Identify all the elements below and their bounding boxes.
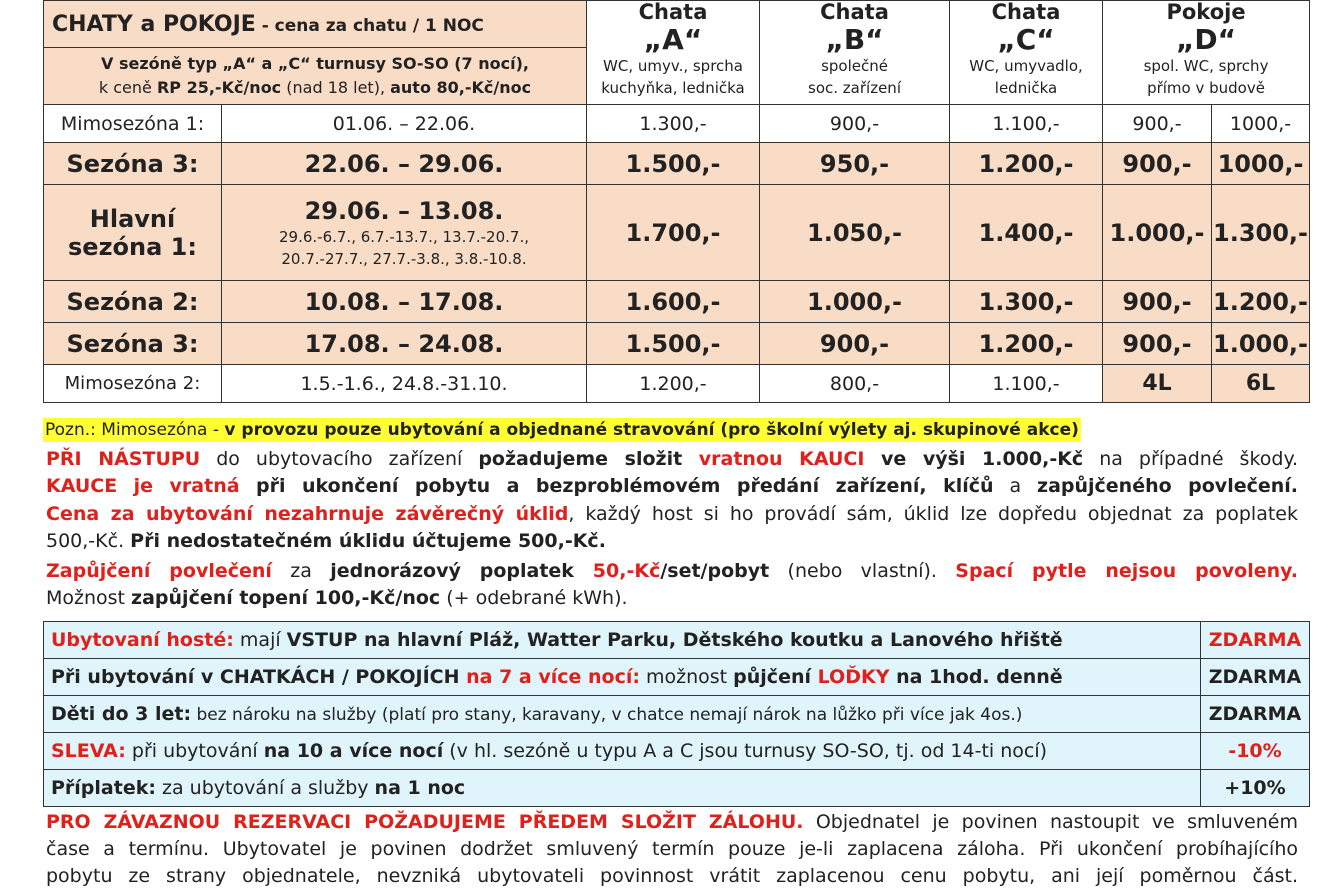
column-header-c: Chata „C“ WC, umyvadlo, lednička [950, 1, 1103, 105]
service-value: ZDARMA [1201, 659, 1310, 696]
price-b: 1.050,- [760, 185, 950, 281]
row-dates: 29.06. – 13.08. 29.6.-6.7., 6.7.-13.7., 13.7.-20.7., 20.7.-27.7., 27.7.-3.8., 3.8.-10.8. [222, 185, 587, 281]
price-b: 1.000,- [760, 281, 950, 323]
price-d2: 1000,- [1212, 143, 1310, 185]
price-a: 1.500,- [587, 323, 760, 365]
row-dates: 01.06. – 22.06. [222, 105, 587, 143]
reservation-paragraph-line-2: čase a termínu. Ubytovatel je povinen dodržet smluvený termín pouze je-li zaplacena záloha. Při ukončení probíhajícího [46, 838, 1298, 860]
service-value: -10% [1201, 733, 1310, 770]
cleaning-paragraph-line-1: Cena za ubytování nezahrnuje závěrečný úklid, každý host si ho provádí sám, úklid lze dopředu objednat za poplatek [46, 503, 1298, 525]
room-capacity-6l: 6L [1212, 365, 1310, 403]
service-text: SLEVA: při ubytování na 10 a více nocí (v hl. sezóně u typu A a C jsou turnusy SO-SO, tj. od 14-ti nocí) [44, 733, 1201, 770]
row-dates: 22.06. – 29.06. [222, 143, 587, 185]
row-label: Mimosezóna 1: [44, 105, 222, 143]
service-text: Děti do 3 let: bez nároku na služby (platí pro stany, karavany, v chatce nemají nárok na lůžko při více jak 4os.) [44, 696, 1201, 733]
price-c: 1.400,- [950, 185, 1103, 281]
column-header-b: Chata „B“ společné soc. zařízení [760, 1, 950, 105]
price-c: 1.100,- [950, 365, 1103, 403]
service-value: +10% [1201, 770, 1310, 807]
row-dates: 1.5.-1.6., 24.8.-31.10. [222, 365, 587, 403]
service-value: ZDARMA [1201, 696, 1310, 733]
price-a: 1.600,- [587, 281, 760, 323]
price-d2: 1.300,- [1212, 185, 1310, 281]
price-d1: 900,- [1103, 143, 1212, 185]
price-c: 1.200,- [950, 323, 1103, 365]
price-c: 1.300,- [950, 281, 1103, 323]
price-d1: 900,- [1103, 281, 1212, 323]
price-d1: 900,- [1103, 323, 1212, 365]
price-a: 1.200,- [587, 365, 760, 403]
price-c: 1.100,- [950, 105, 1103, 143]
price-b: 900,- [760, 323, 950, 365]
price-d2: 1.200,- [1212, 281, 1310, 323]
column-header-a: Chata „A“ WC, umyv., sprcha kuchyňka, lednička [587, 1, 760, 105]
service-text: Ubytovaní hosté: mají VSTUP na hlavní Pláž, Watter Parku, Dětského koutku a Lanového hřiště [44, 622, 1201, 659]
price-a: 1.700,- [587, 185, 760, 281]
table-row [44, 323, 1310, 365]
price-d1: 900,- [1103, 105, 1212, 143]
deposit-paragraph-line-2: KAUCE je vratná při ukončení pobytu a bezproblémovém předání zařízení, klíčů a zapůjčeného povlečení. [46, 475, 1298, 497]
services-table [43, 621, 1310, 807]
service-text: Příplatek: za ubytování a služby na 1 noc [44, 770, 1201, 807]
service-row [44, 659, 1310, 696]
service-row [44, 770, 1310, 807]
linen-paragraph-line-1: Zapůjčení povlečení za jednorázový poplatek 50,-Kč/set/pobyt (nebo vlastní). Spací pytle nejsou povoleny. [46, 560, 1298, 582]
price-b: 800,- [760, 365, 950, 403]
cleaning-paragraph-line-2: 500,-Kč. Při nedostatečném úklidu účtujeme 500,-Kč. [46, 530, 606, 552]
service-row [44, 696, 1310, 733]
table-row [44, 143, 1310, 185]
service-row [44, 622, 1310, 659]
price-d2: 1.000,- [1212, 323, 1310, 365]
reservation-paragraph-line-3: pobytu ze strany objednatele, nevzniká ubytovateli povinnost vrátit zaplacenou cenu pobytu, ani její poměrnou část. [46, 865, 1298, 887]
price-b: 950,- [760, 143, 950, 185]
reservation-paragraph-line-1: PRO ZÁVAZNOU REZERVACI POŽADUJEME PŘEDEM SLOŽIT ZÁLOHU. Objednatel je povinen nastoupit ve smluveném [46, 811, 1298, 833]
row-label: Sezóna 3: [44, 143, 222, 185]
row-dates: 17.08. – 24.08. [222, 323, 587, 365]
off-season-note: Pozn.: Mimosezóna - v provozu pouze ubytování a objednané stravování (pro školní výlety aj. skupinové akce) [45, 420, 1079, 440]
row-label: Sezóna 2: [44, 281, 222, 323]
table-row [44, 105, 1310, 143]
column-header-d: Pokoje „D“ spol. WC, sprchy přímo v budově [1103, 1, 1310, 105]
price-d1: 1.000,- [1103, 185, 1212, 281]
table-row [44, 365, 1310, 403]
service-value: ZDARMA [1201, 622, 1310, 659]
room-capacity-4l: 4L [1103, 365, 1212, 403]
row-dates: 10.08. – 17.08. [222, 281, 587, 323]
price-a: 1.300,- [587, 105, 760, 143]
price-a: 1.500,- [587, 143, 760, 185]
service-text: Při ubytování v CHATKÁCH / POKOJÍCH na 7 a více nocí: možnost půjčení LOĎKY na 1hod. denně [44, 659, 1201, 696]
table-row [44, 185, 1310, 281]
table-subheader: V sezóně typ „A“ a „C“ turnusy SO-SO (7 nocí), k ceně RP 25,-Kč/noc (nad 18 let), auto 80,-Kč/noc [44, 48, 587, 105]
deposit-paragraph-line-1: PŘI NÁSTUPU do ubytovacího zařízení požadujeme složit vratnou KAUCI ve výši 1.000,-Kč na případné škody. [46, 448, 1299, 470]
row-label: Hlavní sezóna 1: [44, 185, 222, 281]
table-row [44, 281, 1310, 323]
price-b: 900,- [760, 105, 950, 143]
price-table [43, 0, 1310, 403]
heating-paragraph: Možnost zapůjčení topení 100,-Kč/noc (+ odebrané kWh). [46, 587, 628, 609]
price-c: 1.200,- [950, 143, 1103, 185]
row-label: Mimosezóna 2: [44, 365, 222, 403]
service-row [44, 733, 1310, 770]
price-d2: 1000,- [1212, 105, 1310, 143]
row-label: Sezóna 3: [44, 323, 222, 365]
table-title: CHATY a POKOJE - cena za chatu / 1 NOC [44, 1, 587, 48]
